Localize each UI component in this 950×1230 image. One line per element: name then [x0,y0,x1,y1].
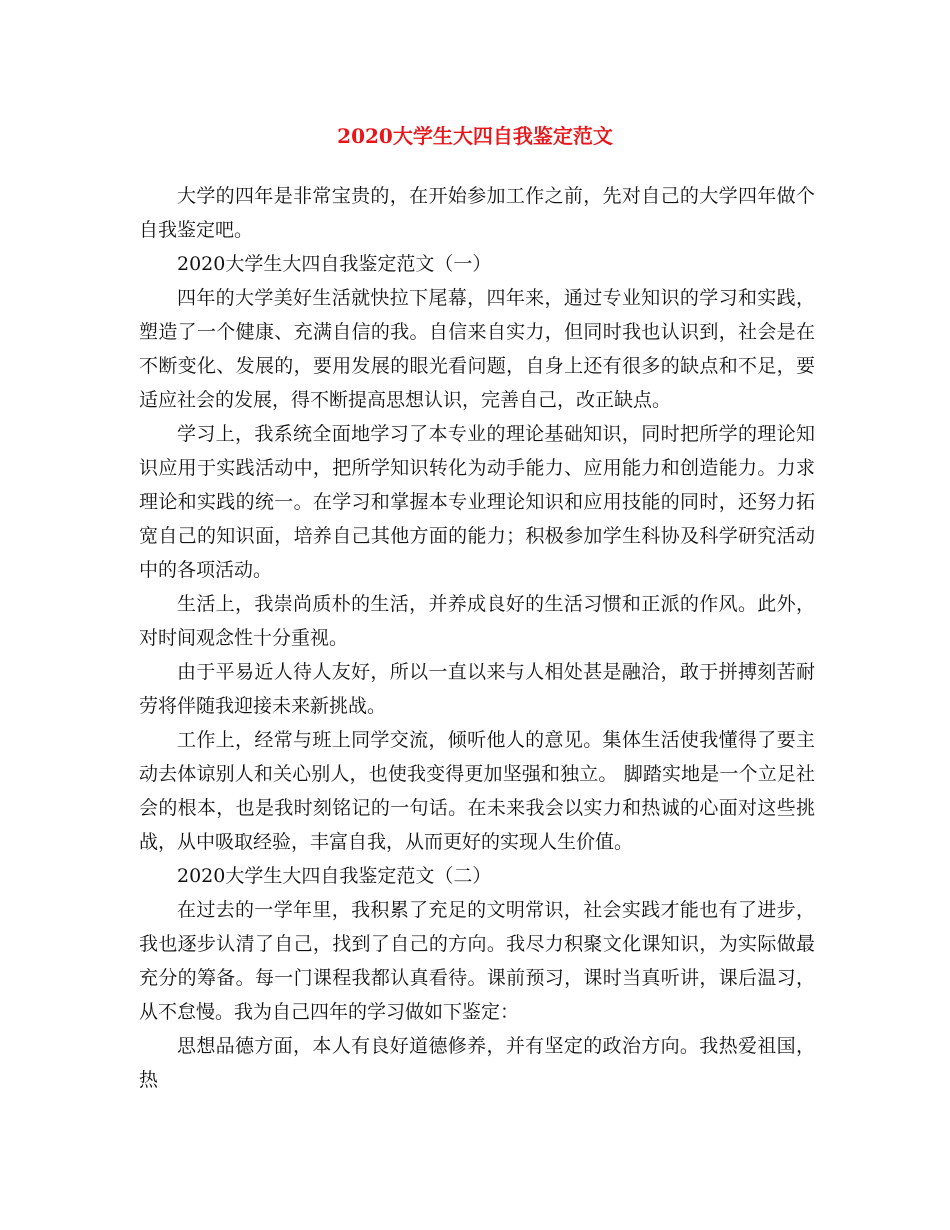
document-body [139,179,815,1097]
paragraph: 由于平易近人待人友好，所以一直以来与人相处甚是融洽，敢于拼搏刻苦耐劳将伴随我迎接未来新挑战。 [139,661,815,717]
paragraph: 在过去的一学年里，我积累了充足的文明常识，社会实践才能也有了进步，我也逐步认清了自己，找到了自己的方向。我尽力积聚文化课知识，为实际做最充分的筹备。每一门课程我都认真看待。课前预习，课时当真听讲，课后温习，从不怠慢。我为自己四年的学习做如下鉴定： [139,899,815,1023]
section-heading-2: 2020大学生大四自我鉴定范文（二） [177,865,492,887]
paragraph: 工作上，经常与班上同学交流，倾听他人的意见。集体生活使我懂得了要主动去体谅别人和关心别人，也使我变得更加坚强和独立。 脚踏实地是一个立足社会的根本，也是我时刻铭记的一句话。在未来我会以实力和热诚的心面对这些挑战，从中吸取经验，丰富自我，从而更好的实现人生价值。 [139,729,815,853]
paragraph-intro: 大学的四年是非常宝贵的，在开始参加工作之前，先对自己的大学四年做个自我鉴定吧。 [139,185,815,241]
section-heading-1: 2020大学生大四自我鉴定范文（一） [177,253,492,275]
paragraph: 生活上，我崇尚质朴的生活，并养成良好的生活习惯和正派的作风。此外，对时间观念性十分重视。 [139,593,815,649]
paragraph: 思想品德方面，本人有良好道德修养，并有坚定的政治方向。我热爱祖国，热 [139,1035,815,1091]
document-title: 2020大学生大四自我鉴定范文 [337,124,613,148]
paragraph: 学习上，我系统全面地学习了本专业的理论基础知识，同时把所学的理论知识应用于实践活动中，把所学知识转化为动手能力、应用能力和创造能力。力求理论和实践的统一。在学习和掌握本专业理论知识和应用技能的同时，还努力拓宽自己的知识面，培养自己其他方面的能力；积极参加学生科协及科学研究活动中的各项活动。 [139,423,815,581]
paragraph: 四年的大学美好生活就快拉下尾幕，四年来，通过专业知识的学习和实践，塑造了一个健康、充满自信的我。自信来自实力，但同时我也认识到，社会是在不断变化、发展的，要用发展的眼光看问题，自身上还有很多的缺点和不足，要适应社会的发展，得不断提高思想认识，完善自己，改正缺点。 [139,287,815,411]
